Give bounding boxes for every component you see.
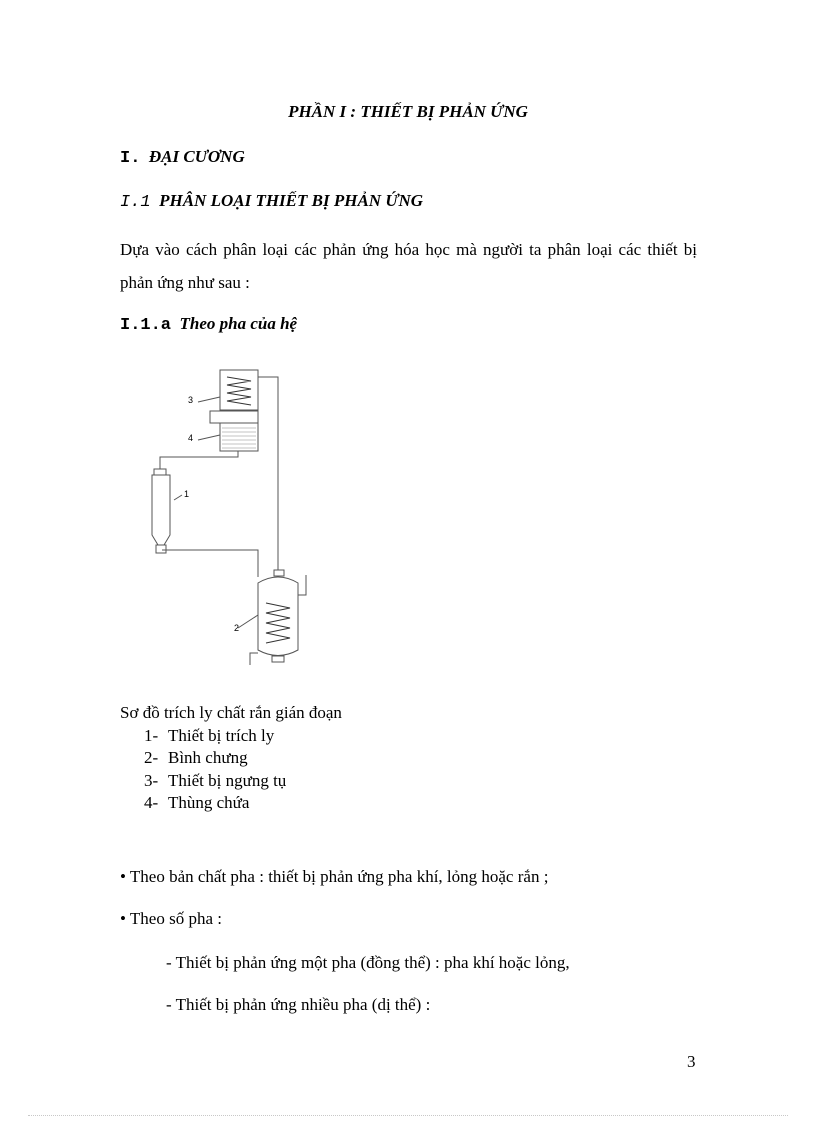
connector-shape — [210, 411, 258, 423]
extraction-diagram — [138, 365, 328, 675]
diagram-label: 4 — [188, 433, 194, 443]
sub-item: - Thiết bị phản ứng nhiều pha (dị thể) : — [166, 995, 431, 1014]
diagram-label: 1 — [184, 489, 190, 499]
section-title: ĐẠI CƯƠNG — [148, 147, 245, 166]
page-number: 3 — [687, 1052, 696, 1071]
section-heading-1-1-a — [120, 314, 297, 335]
list-item: 2- Bình chưng — [144, 748, 248, 767]
condenser-shape — [220, 370, 258, 410]
boiler-shape — [258, 577, 298, 656]
tank-shape — [220, 423, 258, 451]
section-number: I. — [120, 149, 141, 168]
section-number: I.1 — [120, 193, 151, 212]
diagram-caption — [120, 702, 342, 815]
diagram-label: 2 — [234, 623, 240, 633]
boiler-coil — [266, 603, 290, 643]
caption-title: Sơ đồ trích ly chất rắn gián đoạn — [120, 703, 342, 722]
sub-item: - Thiết bị phản ứng một pha (đồng thể) : pha khí hoặc lỏng, — [166, 953, 570, 972]
section-heading-1-1 — [120, 191, 423, 212]
extractor-shape — [152, 475, 170, 545]
intro-paragraph: Dựa vào cách phân loại các phản ứng hóa học mà người ta phân loại các thiết bị phản ứng như sau : — [120, 240, 697, 292]
page-border — [28, 1115, 788, 1116]
part-title: PHẦN I : THIẾT BỊ PHẢN ỨNG — [288, 102, 528, 121]
list-item: 4- Thùng chứa — [144, 793, 250, 812]
diagram-label: 3 — [188, 395, 194, 405]
section-title: Theo pha của hệ — [179, 314, 298, 333]
bullet-item: • Theo bản chất pha : thiết bị phản ứng pha khí, lỏng hoặc rắn ; — [120, 867, 549, 886]
section-title: PHÂN LOẠI THIẾT BỊ PHẢN ỨNG — [159, 191, 424, 210]
section-heading-1 — [120, 147, 245, 168]
caption-list — [120, 725, 342, 815]
list-item: 3- Thiết bị ngưng tụ — [144, 770, 287, 790]
condenser-coil — [227, 377, 251, 405]
section-number: I.1.a — [120, 316, 172, 335]
list-item: 1- Thiết bị trích ly — [144, 725, 275, 745]
bullet-item: • Theo số pha : — [120, 909, 222, 928]
extractor-cap — [154, 469, 166, 475]
